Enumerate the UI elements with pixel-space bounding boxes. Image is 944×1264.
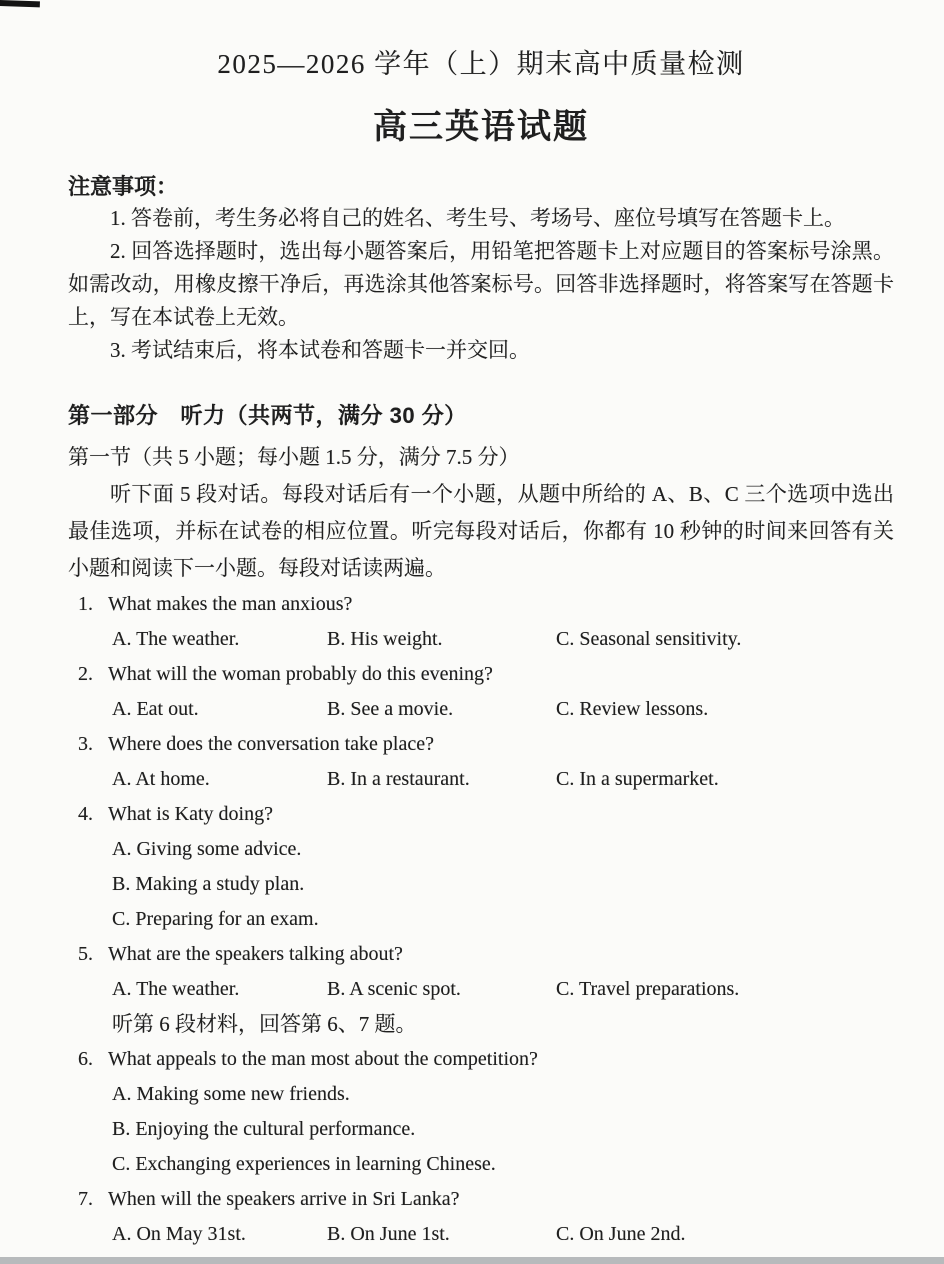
question-4-option-b: B. Making a study plan.: [112, 873, 305, 895]
question-4-line: [68, 797, 894, 832]
question-text: What are the speakers talking about?: [108, 943, 403, 965]
question-6-line: [68, 1042, 894, 1077]
scanner-bottom-band: [0, 1257, 944, 1264]
question-2-option-a: A. Eat out.: [112, 698, 199, 720]
question-6: [68, 1042, 894, 1182]
question-text: Where does the conversation take place?: [108, 733, 434, 755]
notice-item-3: 3. 考试结束后，将本试卷和答题卡一并交回。: [110, 338, 530, 362]
question-text: What makes the man anxious?: [108, 593, 353, 615]
question-1-option-c: C. Seasonal sensitivity.: [556, 628, 742, 650]
question-7-options: [68, 1217, 894, 1252]
question-6-option-a: A. Making some new friends.: [112, 1083, 350, 1105]
question-3-option-b: B. In a restaurant.: [327, 768, 470, 790]
notice-section: [68, 172, 894, 367]
question-4: [68, 797, 894, 937]
question-5-options: [68, 972, 894, 1007]
question-number: 3.: [78, 733, 93, 755]
question-7-line: [68, 1182, 894, 1217]
question-text: What is Katy doing?: [108, 803, 273, 825]
listening-instructions: 听下面 5 段对话。每段对话后有一个小题，从题中所给的 A、B、C 三个选项中选出最佳选项，并标在试卷的相应位置。听完每段对话后，你都有 10 秒钟的时间来回答有关小题和阅读下一小题。每段对话读两遍。: [68, 482, 894, 580]
question-4-option-a: A. Giving some advice.: [112, 838, 302, 860]
question-5: [68, 937, 894, 1007]
question-4-option-c: C. Preparing for an exam.: [112, 908, 319, 930]
question-number: 1.: [78, 593, 93, 615]
notice-item-1: 1. 答卷前，考生务必将自己的姓名、考生号、考场号、座位号填写在答题卡上。: [110, 206, 845, 230]
question-5-option-b: B. A scenic spot.: [327, 978, 461, 1000]
question-2: [68, 657, 894, 727]
question-7-option-c: C. On June 2nd.: [556, 1223, 686, 1245]
question-3: [68, 727, 894, 797]
listening-questions: [68, 587, 894, 1252]
exam-session-title: 2025—2026 学年（上）期末高中质量检测: [217, 49, 745, 79]
question-5-option-c: C. Travel preparations.: [556, 978, 740, 1000]
question-text: What will the woman probably do this evening?: [108, 663, 493, 685]
question-number: 2.: [78, 663, 93, 685]
question-1-option-a: A. The weather.: [112, 628, 240, 650]
question-1-options: [68, 622, 894, 657]
question-2-option-c: C. Review lessons.: [556, 698, 709, 720]
question-6-option-c: C. Exchanging experiences in learning Chinese.: [112, 1153, 496, 1175]
question-7-option-b: B. On June 1st.: [327, 1223, 450, 1245]
question-1: [68, 587, 894, 657]
question-3-option-a: A. At home.: [112, 768, 210, 790]
question-7: [68, 1182, 894, 1252]
material-note-6-7: 听第 6 段材料，回答第 6、7 题。: [112, 1012, 417, 1036]
part1-section1-heading: 第一节（共 5 小题；每小题 1.5 分，满分 7.5 分）: [68, 445, 520, 469]
question-5-line: [68, 937, 894, 972]
question-2-line: [68, 657, 894, 692]
question-1-line: [68, 587, 894, 622]
question-text: When will the speakers arrive in Sri Lanka?: [108, 1188, 460, 1210]
question-number: 7.: [78, 1188, 93, 1210]
question-number: 4.: [78, 803, 93, 825]
question-number: 5.: [78, 943, 93, 965]
question-3-option-c: C. In a supermarket.: [556, 768, 719, 790]
question-5-option-a: A. The weather.: [112, 978, 240, 1000]
paper-title: 高三英语试题: [373, 109, 589, 146]
notice-item-2: 2. 回答选择题时，选出每小题答案后，用铅笔把答题卡上对应题目的答案标号涂黑。如需改动，用橡皮擦干净后，再选涂其他答案标号。回答非选择题时，将答案写在答题卡上，写在本试卷上无效。: [68, 239, 894, 329]
question-1-option-b: B. His weight.: [327, 628, 443, 650]
notice-heading: 注意事项：: [68, 174, 179, 199]
question-2-options: [68, 692, 894, 727]
question-2-option-b: B. See a movie.: [327, 698, 454, 720]
question-3-options: [68, 762, 894, 797]
question-7-option-a: A. On May 31st.: [112, 1223, 246, 1245]
question-6-option-b: B. Enjoying the cultural performance.: [112, 1118, 416, 1140]
question-text: What appeals to the man most about the competition?: [108, 1048, 538, 1070]
question-3-line: [68, 727, 894, 762]
question-number: 6.: [78, 1048, 93, 1070]
part1-heading: 第一部分 听力（共两节，满分 30 分）: [68, 403, 467, 428]
